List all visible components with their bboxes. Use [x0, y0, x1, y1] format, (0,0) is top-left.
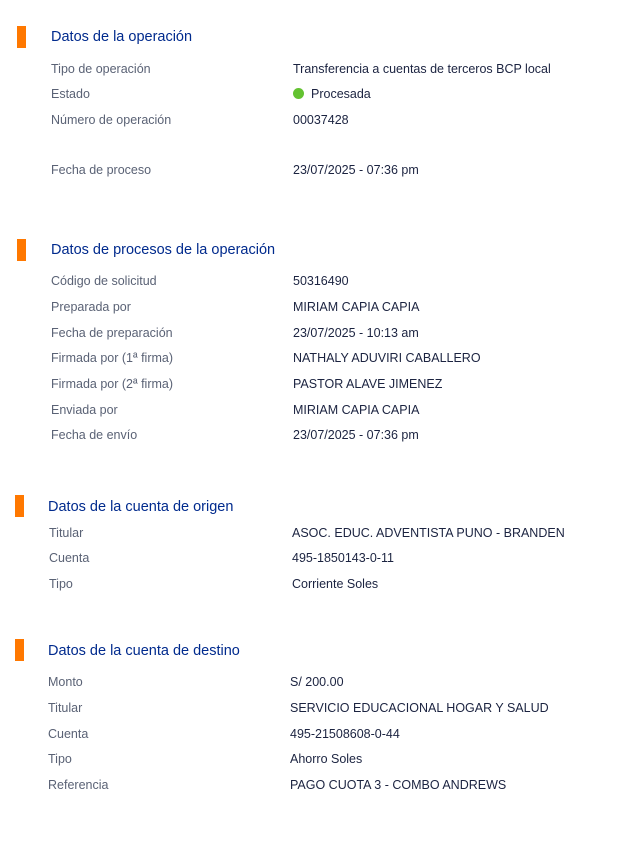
detail-label: Tipo de operación — [51, 62, 151, 76]
detail-label: Cuenta — [48, 727, 89, 741]
detail-label: Preparada por — [51, 300, 131, 314]
detail-row — [0, 428, 637, 446]
detail-value: NATHALY ADUVIRI CABALLERO — [293, 351, 481, 365]
section-title-origen: Datos de la cuenta de origen — [48, 499, 234, 515]
section-accent-bar — [17, 239, 26, 261]
section-accent-bar — [17, 26, 26, 48]
detail-value: ASOC. EDUC. ADVENTISTA PUNO - BRANDEN — [292, 526, 565, 540]
detail-row — [0, 274, 637, 292]
detail-row — [0, 300, 637, 318]
detail-label: Código de solicitud — [51, 274, 157, 288]
detail-row — [0, 326, 637, 344]
detail-row-estado — [0, 87, 637, 105]
detail-row-tipo — [0, 62, 637, 80]
detail-value: Transferencia a cuentas de terceros BCP local — [293, 62, 551, 76]
section-title-operacion: Datos de la operación — [51, 29, 193, 45]
detail-row — [0, 351, 637, 369]
detail-value: S/ 200.00 — [290, 675, 344, 689]
detail-value: 23/07/2025 - 10:13 am — [293, 326, 419, 340]
status-text: Procesada — [311, 87, 371, 101]
detail-label: Fecha de envío — [51, 428, 138, 442]
detail-row — [0, 752, 637, 770]
detail-label: Referencia — [48, 778, 109, 792]
detail-label: Firmada por (1ª firma) — [51, 351, 174, 365]
detail-label: Firmada por (2ª firma) — [51, 377, 174, 391]
detail-value: 50316490 — [293, 274, 349, 288]
detail-row — [0, 675, 637, 693]
detail-label: Enviada por — [51, 403, 118, 417]
detail-row — [0, 701, 637, 719]
detail-row-numero — [0, 113, 637, 131]
detail-value: 495-21508608-0-44 — [290, 727, 400, 741]
detail-value: Corriente Soles — [292, 577, 379, 591]
detail-row — [0, 377, 637, 395]
detail-label: Tipo — [48, 752, 72, 766]
detail-label: Estado — [51, 87, 90, 101]
section-title-destino: Datos de la cuenta de destino — [48, 643, 240, 659]
detail-value: 00037428 — [293, 113, 349, 127]
detail-label: Tipo — [49, 577, 73, 591]
detail-label: Fecha de preparación — [51, 326, 173, 340]
detail-row — [0, 577, 637, 595]
detail-value: MIRIAM CAPIA CAPIA — [293, 403, 420, 417]
detail-row — [0, 403, 637, 421]
detail-value: PAGO CUOTA 3 - COMBO ANDREWS — [290, 778, 507, 792]
detail-row-fecha-proceso — [0, 163, 637, 181]
detail-value: 23/07/2025 - 07:36 pm — [293, 428, 419, 442]
detail-row — [0, 727, 637, 745]
detail-label: Número de operación — [51, 113, 172, 127]
status-badge — [293, 87, 371, 101]
detail-value: 495-1850143-0-11 — [292, 551, 394, 565]
detail-label: Monto — [48, 675, 83, 689]
section-title-procesos: Datos de procesos de la operación — [51, 242, 276, 258]
section-accent-bar — [15, 495, 24, 517]
detail-label: Titular — [48, 701, 83, 715]
detail-value: 23/07/2025 - 07:36 pm — [293, 163, 419, 177]
section-accent-bar — [15, 639, 24, 661]
detail-value: SERVICIO EDUCACIONAL HOGAR Y SALUD — [290, 701, 549, 715]
status-dot-icon — [293, 88, 304, 99]
detail-label: Titular — [49, 526, 84, 540]
detail-label: Cuenta — [49, 551, 90, 565]
detail-value: Ahorro Soles — [290, 752, 363, 766]
detail-row — [0, 551, 637, 569]
detail-value: MIRIAM CAPIA CAPIA — [293, 300, 420, 314]
detail-value: PASTOR ALAVE JIMENEZ — [293, 377, 443, 391]
detail-row — [0, 778, 637, 796]
detail-label: Fecha de proceso — [51, 163, 152, 177]
detail-row — [0, 526, 637, 544]
